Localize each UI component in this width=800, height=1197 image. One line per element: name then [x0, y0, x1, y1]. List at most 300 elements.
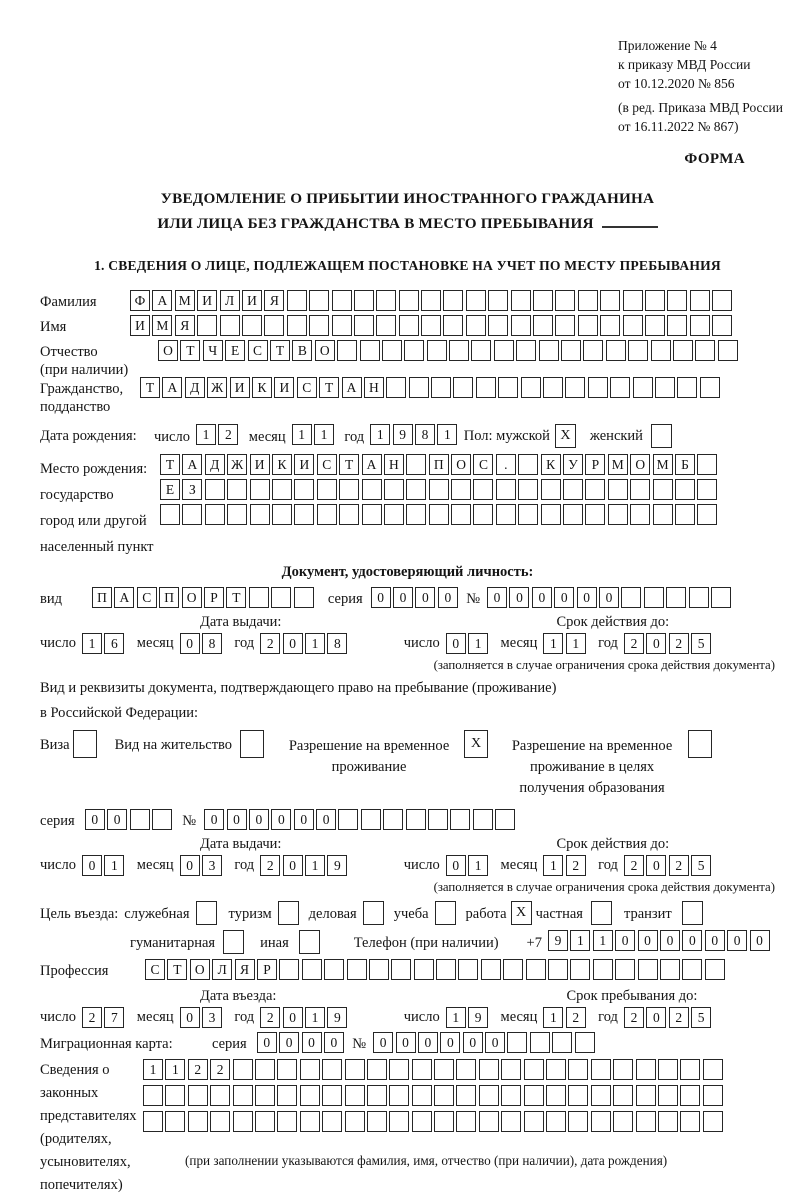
- residence-doc-series-row: [40, 809, 775, 830]
- form-cell: 9: [327, 855, 347, 876]
- form-cell: 0: [283, 1007, 303, 1028]
- form-cell: Л: [220, 290, 240, 311]
- form-cell: [675, 504, 695, 525]
- form-cell: [623, 315, 643, 336]
- form-cell: 0: [646, 1007, 666, 1028]
- form-cell: [294, 479, 314, 500]
- form-cell: [658, 1059, 678, 1080]
- form-cell: [638, 959, 658, 980]
- purpose-official-label: служебная: [124, 906, 190, 922]
- amendment-line: от 16.11.2022 № 867): [618, 119, 739, 134]
- residence-permit-label: Вид на жительство: [114, 737, 233, 753]
- migration-number-label: №: [352, 1036, 367, 1052]
- form-cell: [588, 377, 608, 398]
- form-cell: [518, 479, 538, 500]
- reference-line: Приложение № 4: [618, 38, 717, 53]
- form-cell: [322, 1111, 342, 1132]
- visa-label: Виза: [40, 737, 70, 753]
- doc-number-label: №: [466, 591, 481, 607]
- form-cell: [279, 959, 299, 980]
- form-cell: И: [294, 454, 314, 475]
- form-cell: [277, 1059, 297, 1080]
- form-cell: 0: [393, 587, 413, 608]
- form-cell: [565, 377, 585, 398]
- form-cell: 1: [196, 424, 216, 445]
- form-cell: 1: [165, 1059, 185, 1080]
- form-cell: [210, 1085, 230, 1106]
- form-cell: [516, 340, 536, 361]
- form-cell: С: [145, 959, 165, 980]
- issue-day-cells: [82, 633, 127, 654]
- form-cell: [409, 377, 429, 398]
- entry-month-cells: [180, 1007, 225, 1028]
- permit-valid-year-cells: [624, 855, 714, 876]
- form-cell: [376, 290, 396, 311]
- form-cell: 0: [204, 809, 224, 830]
- form-cell: [287, 315, 307, 336]
- form-cell: [651, 340, 671, 361]
- form-cell: 0: [599, 587, 619, 608]
- sex-female-label: женский: [589, 428, 643, 444]
- purpose-tourism-checkbox: [278, 901, 299, 925]
- form-cell: [521, 377, 541, 398]
- form-cell: .: [496, 454, 516, 475]
- form-cell: [386, 377, 406, 398]
- form-cell: И: [274, 377, 294, 398]
- form-cell: [165, 1085, 185, 1106]
- entry-date-headers: [40, 988, 775, 1005]
- form-cell: [606, 340, 626, 361]
- identity-doc-dates-row: [40, 633, 775, 654]
- form-cell: [376, 315, 396, 336]
- form-cell: [630, 504, 650, 525]
- patronymic-row: [40, 340, 775, 379]
- form-cell: 0: [638, 930, 658, 951]
- form-cell: 0: [324, 1032, 344, 1053]
- form-cell: 1: [370, 424, 390, 445]
- form-cell: [636, 1059, 656, 1080]
- form-cell: [300, 1111, 320, 1132]
- form-cell: [593, 959, 613, 980]
- form-cell: [479, 1111, 499, 1132]
- birth-place-row3-cells: [160, 504, 720, 525]
- form-cell: [476, 377, 496, 398]
- form-cell: [653, 504, 673, 525]
- form-cell: А: [162, 377, 182, 398]
- stay-until-date: число 1 9 месяц 1 2 год 2 0 2 5: [404, 1007, 724, 1028]
- form-cell: 1: [314, 424, 334, 445]
- form-cell: [496, 479, 516, 500]
- residence-doc-note: (заполняется в случае ограничения срока действия документа): [433, 880, 775, 894]
- form-cell: [613, 1059, 633, 1080]
- form-cell: 5: [691, 633, 711, 654]
- form-cell: [697, 479, 717, 500]
- form-cell: Р: [204, 587, 224, 608]
- permit-series-cells: [85, 809, 175, 830]
- migration-series-label: серия: [212, 1036, 247, 1052]
- form-cell: [543, 377, 563, 398]
- form-cell: [339, 504, 359, 525]
- purpose-other-label: иная: [260, 935, 289, 951]
- issue-year-cells: [260, 633, 350, 654]
- form-cell: Н: [384, 454, 404, 475]
- citizenship-row: [40, 377, 775, 416]
- form-cell: [479, 1085, 499, 1106]
- form-cell: [233, 1059, 253, 1080]
- birth-place-rows: [160, 454, 775, 530]
- form-cell: [197, 315, 217, 336]
- purpose-business-checkbox: [363, 901, 384, 925]
- form-cell: [345, 1111, 365, 1132]
- form-cell: С: [473, 454, 493, 475]
- form-cell: И: [130, 315, 150, 336]
- form-cell: П: [159, 587, 179, 608]
- form-cell: [555, 290, 575, 311]
- form-cell: 0: [227, 809, 247, 830]
- form-cell: [610, 377, 630, 398]
- form-cell: [682, 959, 702, 980]
- form-cell: Т: [319, 377, 339, 398]
- form-cell: [630, 479, 650, 500]
- form-cell: [227, 479, 247, 500]
- form-cell: 2: [566, 855, 586, 876]
- form-cell: [548, 959, 568, 980]
- stay-month-cells: [543, 1007, 588, 1028]
- form-cell: [660, 959, 680, 980]
- form-cell: [583, 340, 603, 361]
- birth-place-labels: Место рождения: государство город или другой населенный пункт: [40, 461, 154, 555]
- form-cell: [623, 290, 643, 311]
- form-cell: [264, 315, 284, 336]
- citizenship-label: Гражданство, подданство: [40, 381, 124, 415]
- form-cell: С: [317, 454, 337, 475]
- year-label: год: [344, 429, 365, 445]
- form-cell: 2: [669, 633, 689, 654]
- form-cell: 9: [393, 424, 413, 445]
- phone-prefix: +7: [526, 935, 542, 951]
- form-cell: 1: [305, 855, 325, 876]
- form-cell: [644, 587, 664, 608]
- form-cell: А: [342, 377, 362, 398]
- form-cell: 0: [316, 809, 336, 830]
- form-cell: 8: [327, 633, 347, 654]
- form-title-line1: УВЕДОМЛЕНИЕ О ПРИБЫТИИ ИНОСТРАННОГО ГРАЖДАНИНА: [160, 190, 655, 207]
- purpose-transit-checkbox: [682, 901, 703, 925]
- form-cell: 2: [210, 1059, 230, 1080]
- form-cell: 0: [660, 930, 680, 951]
- representatives-rows: [143, 1059, 775, 1169]
- entry-date-header: Дата въезда:: [200, 988, 277, 1004]
- form-cell: [130, 809, 150, 830]
- section1-heading: 1. СВЕДЕНИЯ О ЛИЦЕ, ПОДЛЕЖАЩЕМ ПОСТАНОВКЕ НА УЧЕТ ПО МЕСТУ ПРЕБЫВАНИЯ: [94, 258, 721, 273]
- form-cell: [249, 587, 269, 608]
- doc-type-label: вид: [40, 591, 62, 607]
- form-cell: [466, 315, 486, 336]
- form-cell: [434, 1085, 454, 1106]
- permit-series-label: серия: [40, 813, 75, 829]
- form-cell: [473, 504, 493, 525]
- amendment-line: (в ред. Приказа МВД России: [618, 100, 783, 115]
- permit-valid-header: Срок действия до:: [556, 836, 670, 852]
- form-cell: [689, 587, 709, 608]
- given-name-row: [40, 315, 775, 336]
- form-cell: [302, 959, 322, 980]
- migration-series-cells: [257, 1032, 347, 1053]
- form-cell: [362, 479, 382, 500]
- form-cell: [338, 809, 358, 830]
- form-cell: [471, 340, 491, 361]
- form-cell: [494, 340, 514, 361]
- purpose-transit-label: транзит: [623, 906, 672, 922]
- form-cell: 0: [302, 1032, 322, 1053]
- form-cell: 1: [104, 855, 124, 876]
- form-cell: 0: [646, 855, 666, 876]
- form-cell: 0: [446, 855, 466, 876]
- form-cell: [309, 290, 329, 311]
- surname-row: [40, 290, 775, 311]
- residence-doc-date-headers: [40, 836, 775, 853]
- form-cell: 1: [543, 633, 563, 654]
- form-cell: [339, 479, 359, 500]
- form-cell: [488, 290, 508, 311]
- form-cell: [428, 809, 448, 830]
- form-cell: [673, 340, 693, 361]
- birth-year-cells: [370, 424, 460, 445]
- form-cell: [473, 479, 493, 500]
- form-cell: [443, 290, 463, 311]
- citizenship-cells: [140, 377, 722, 398]
- form-cell: [242, 315, 262, 336]
- form-cell: [524, 1085, 544, 1106]
- form-cell: [636, 1085, 656, 1106]
- form-cell: [220, 315, 240, 336]
- form-cell: О: [630, 454, 650, 475]
- form-cell: [667, 290, 687, 311]
- form-cell: 0: [85, 809, 105, 830]
- form-cell: [546, 1111, 566, 1132]
- form-cell: [680, 1059, 700, 1080]
- form-cell: В: [292, 340, 312, 361]
- form-cell: [711, 587, 731, 608]
- form-cell: [615, 959, 635, 980]
- form-cell: [434, 1059, 454, 1080]
- entry-day-cells: [82, 1007, 127, 1028]
- purpose-humanitarian-checkbox: [223, 930, 244, 954]
- residence-doc-dates-row: [40, 855, 775, 876]
- form-cell: 1: [446, 1007, 466, 1028]
- form-cell: 3: [202, 855, 222, 876]
- form-cell: Т: [339, 454, 359, 475]
- profession-cells: [145, 959, 727, 980]
- form-cell: 2: [624, 1007, 644, 1028]
- purpose-business-label: деловая: [308, 906, 357, 922]
- surname-label: Фамилия: [40, 294, 97, 310]
- form-cell: [568, 1085, 588, 1106]
- form-cell: 8: [202, 633, 222, 654]
- form-cell: [645, 315, 665, 336]
- form-cell: [613, 1111, 633, 1132]
- form-cell: [546, 1059, 566, 1080]
- form-cell: 0: [615, 930, 635, 951]
- form-cell: М: [175, 290, 195, 311]
- form-cell: [501, 1111, 521, 1132]
- form-cell: [205, 504, 225, 525]
- form-cell: 5: [691, 855, 711, 876]
- purpose-humanitarian-label: гуманитарная: [130, 935, 216, 951]
- form-cell: [399, 315, 419, 336]
- form-cell: [300, 1059, 320, 1080]
- form-cell: 2: [566, 1007, 586, 1028]
- form-cell: [255, 1085, 275, 1106]
- form-cell: [633, 377, 653, 398]
- form-cell: [383, 809, 403, 830]
- form-cell: [384, 479, 404, 500]
- form-cell: 2: [260, 855, 280, 876]
- form-cell: О: [451, 454, 471, 475]
- permit-valid-month-cells: [543, 855, 588, 876]
- form-cell: [322, 1085, 342, 1106]
- reference-line: от 10.12.2020 № 856: [618, 76, 735, 91]
- permit-issue-month-cells: [180, 855, 225, 876]
- form-cell: [272, 504, 292, 525]
- form-cell: [568, 1111, 588, 1132]
- permit-issue-date: число 0 1 месяц 0 3 год 2 0 1 9: [40, 855, 360, 876]
- form-cell: [495, 809, 515, 830]
- form-cell: [369, 959, 389, 980]
- form-cell: 0: [283, 855, 303, 876]
- permit-number-label: №: [182, 813, 197, 829]
- identity-issue-date: число 1 6 месяц 0 8 год 2 0 1 8: [40, 633, 360, 654]
- form-cell: О: [190, 959, 210, 980]
- form-cell: [188, 1111, 208, 1132]
- form-cell: [429, 504, 449, 525]
- form-cell: 9: [468, 1007, 488, 1028]
- form-cell: 2: [188, 1059, 208, 1080]
- form-cell: Р: [585, 454, 605, 475]
- doc-number-cells: [487, 587, 733, 608]
- form-cell: [414, 959, 434, 980]
- form-cell: М: [152, 315, 172, 336]
- form-cell: Б: [675, 454, 695, 475]
- form-cell: [250, 479, 270, 500]
- form-cell: [227, 504, 247, 525]
- form-cell: [591, 1059, 611, 1080]
- form-cell: [300, 1085, 320, 1106]
- form-cell: 5: [691, 1007, 711, 1028]
- form-cell: [518, 504, 538, 525]
- representatives-labels: Сведения о законных представителях (родителях, усыновителях, попечителях): [40, 1062, 137, 1193]
- form-cell: [384, 504, 404, 525]
- form-cell: [354, 290, 374, 311]
- form-cell: [277, 1111, 297, 1132]
- representatives-row1-cells: [143, 1059, 725, 1080]
- form-cell: [361, 809, 381, 830]
- permit-issue-day-cells: [82, 855, 127, 876]
- purpose-other-checkbox: [299, 930, 320, 954]
- visa-checkbox: [73, 730, 97, 758]
- form-cell: [233, 1111, 253, 1132]
- form-cell: [546, 1085, 566, 1106]
- form-cell: 0: [82, 855, 102, 876]
- representatives-note: (при заполнении указываются фамилия, имя, отчество (при наличии), дата рождения): [185, 1153, 668, 1168]
- patronymic-label: Отчество (при наличии): [40, 344, 129, 378]
- entry-dates-row: [40, 1007, 775, 1028]
- form-cell: [501, 1085, 521, 1106]
- form-cell: [530, 1032, 550, 1053]
- form-cell: [677, 377, 697, 398]
- form-cell: О: [182, 587, 202, 608]
- form-cell: [695, 340, 715, 361]
- form-cell: 7: [104, 1007, 124, 1028]
- form-cell: 6: [104, 633, 124, 654]
- form-cell: [453, 377, 473, 398]
- form-cell: [391, 959, 411, 980]
- form-cell: [205, 479, 225, 500]
- temp-permit-edu-label: Разрешение на временное проживание в целях получения образования: [511, 738, 673, 796]
- form-cell: [600, 290, 620, 311]
- form-cell: У: [563, 454, 583, 475]
- migration-number-cells: [373, 1032, 597, 1053]
- form-cell: 2: [669, 1007, 689, 1028]
- form-cell: Т: [226, 587, 246, 608]
- form-cell: 0: [396, 1032, 416, 1053]
- form-cell: [507, 1032, 527, 1053]
- form-cell: Д: [185, 377, 205, 398]
- purpose-private-checkbox: [591, 901, 612, 925]
- form-title-line2: ИЛИ ЛИЦА БЕЗ ГРАЖДАНСТВА В МЕСТО ПРЕБЫВАНИЯ: [40, 211, 775, 236]
- form-cell: [533, 315, 553, 336]
- entry-year-cells: [260, 1007, 350, 1028]
- form-cell: [421, 290, 441, 311]
- form-cell: 0: [180, 633, 200, 654]
- form-cell: Е: [225, 340, 245, 361]
- form-cell: [143, 1111, 163, 1132]
- form-cell: [427, 340, 447, 361]
- form-cell: Т: [160, 454, 180, 475]
- form-cell: [578, 290, 598, 311]
- form-cell: [578, 315, 598, 336]
- form-cell: [585, 479, 605, 500]
- form-cell: [712, 290, 732, 311]
- form-cell: [690, 315, 710, 336]
- form-cell: 1: [566, 633, 586, 654]
- form-cell: [703, 1111, 723, 1132]
- purpose-row2: [40, 930, 775, 954]
- surname-cells: [130, 290, 735, 311]
- form-cell: И: [197, 290, 217, 311]
- permit-valid-date: число 0 1 месяц 1 2 год 2 0 2 5: [404, 855, 724, 876]
- form-cell: [675, 479, 695, 500]
- form-cell: [160, 504, 180, 525]
- form-cell: 1: [468, 633, 488, 654]
- form-cell: 0: [485, 1032, 505, 1053]
- temp-permit-label: Разрешение на временное проживание: [288, 738, 450, 775]
- form-cell: 1: [305, 633, 325, 654]
- form-cell: 0: [440, 1032, 460, 1053]
- form-label: ФОРМА: [684, 151, 745, 167]
- form-cell: [431, 377, 451, 398]
- form-cell: [539, 340, 559, 361]
- sex-male-checkbox: X: [555, 424, 576, 448]
- form-cell: [294, 504, 314, 525]
- form-cell: [697, 504, 717, 525]
- birth-date-row: [40, 424, 775, 448]
- form-cell: [501, 1059, 521, 1080]
- form-cell: 0: [727, 930, 747, 951]
- form-cell: [541, 479, 561, 500]
- form-cell: [613, 1085, 633, 1106]
- form-cell: [165, 1111, 185, 1132]
